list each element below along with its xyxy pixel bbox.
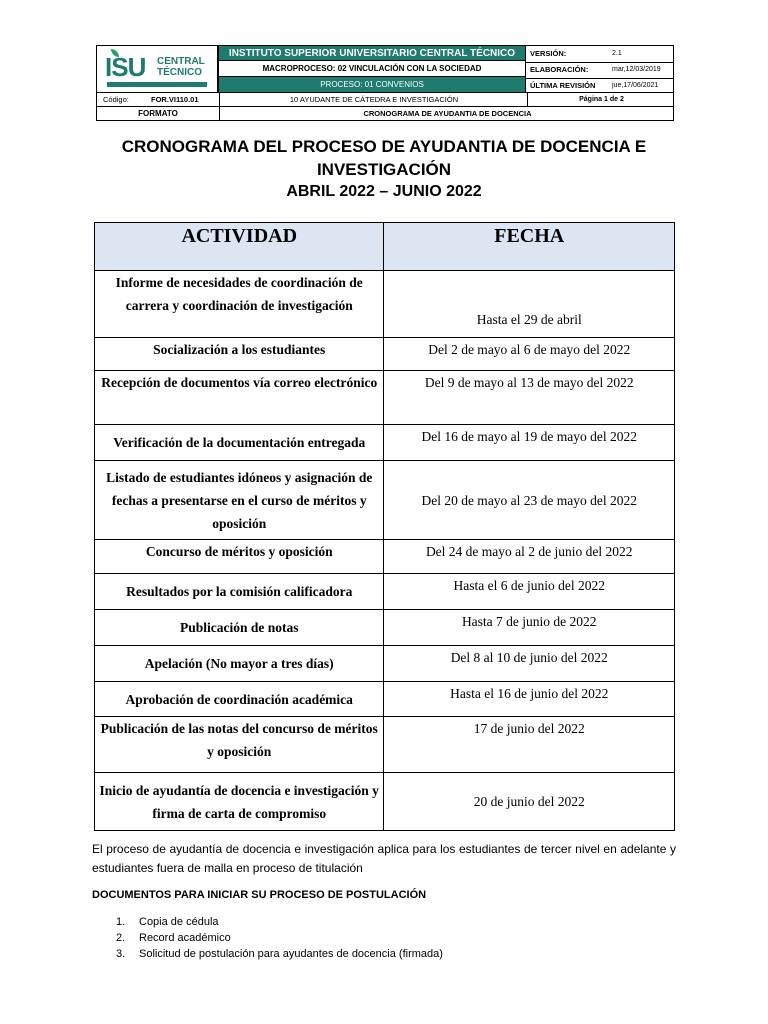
date-cell: Del 16 de mayo al 19 de mayo del 2022 (384, 425, 675, 461)
codigo-value: FOR.VI110.01 (151, 95, 199, 104)
activity-column-header: ACTIVIDAD (95, 223, 384, 271)
proceso: PROCESO: 01 CONVENIOS (218, 77, 526, 93)
macroproceso: MACROPROCESO: 02 VINCULACIÓN CON LA SOCIEDAD (218, 61, 526, 77)
table-row (95, 540, 675, 574)
activity-cell: Informe de necesidades de coordinación de carrera y coordinación de investigación (95, 271, 384, 338)
table-row (95, 371, 675, 425)
institution-logo (96, 45, 218, 93)
activity-cell: Resultados por la comisión calificadora (95, 574, 384, 610)
date-cell: Hasta el 6 de junio del 2022 (384, 574, 675, 610)
activity-cell: Apelación (No mayor a tres días) (95, 646, 384, 682)
eligibility-note: El proceso de ayudantía de docencia e investigación aplica para los estudiantes de tercer nivel en adelante y estudiantes fuera de malla en proceso de titulación (92, 842, 676, 875)
page-number: Página 1 de 2 (527, 93, 675, 106)
version-row (526, 46, 674, 63)
logo-central-text: CENTRAL (157, 56, 205, 67)
document-meta (526, 45, 674, 93)
activity-cell: Publicación de las notas del concurso de méritos y oposición (95, 717, 384, 773)
revision-label: ÚLTIMA REVISIÓN (530, 81, 596, 90)
activity-cell: Recepción de documentos vía correo electrónico (95, 371, 384, 425)
page-title-line1: CRONOGRAMA DEL PROCESO DE AYUDANTIA DE DOCENCIA E (121, 137, 647, 156)
activity-cell: Verificación de la documentación entregada (95, 425, 384, 461)
list-item (116, 930, 443, 946)
formato-title: CRONOGRAMA DE AYUDANTIA DE DOCENCIA (219, 107, 675, 120)
table-row (95, 773, 675, 831)
date-cell: Del 9 de mayo al 13 de mayo del 2022 (384, 371, 675, 425)
table-row (95, 338, 675, 371)
doc-name: 10 AYUDANTE DE CÁTEDRA E INVESTIGACIÓN (219, 93, 528, 106)
table-row (95, 646, 675, 682)
activity-cell: Aprobación de coordinación académica (95, 682, 384, 717)
logo-isu-text: ISU (105, 52, 146, 82)
list-number: 1. (116, 916, 126, 928)
list-item (116, 914, 443, 930)
page-title-period: ABRIL 2022 – JUNIO 2022 (286, 183, 482, 200)
activity-cell: Concurso de méritos y oposición (95, 540, 384, 574)
table-row (95, 271, 675, 338)
table-row (95, 574, 675, 610)
logo-tecnico-text: TÉCNICO (157, 67, 202, 78)
table-row (95, 425, 675, 461)
documents-list (116, 914, 443, 962)
list-number: 3. (116, 948, 126, 960)
list-text: Copia de cédula (139, 916, 219, 928)
table-row (95, 610, 675, 646)
date-cell: 17 de junio del 2022 (384, 717, 675, 773)
codigo-label: Código: (103, 95, 129, 104)
date-cell: Del 8 al 10 de junio del 2022 (384, 646, 675, 682)
codigo-row (96, 93, 674, 107)
activity-cell: Socialización a los estudiantes (95, 338, 384, 371)
activity-cell: Inicio de ayudantía de docencia e investigación y firma de carta de compromiso (95, 773, 384, 831)
revision-value: jue,17/06/2021 (612, 82, 659, 89)
institution-name: INSTITUTO SUPERIOR UNIVERSITARIO CENTRAL TÉCNICO (218, 45, 526, 61)
activity-cell: Listado de estudiantes idóneos y asignación de fechas a presentarse en el curso de méritos y oposición (95, 461, 384, 540)
formato-row (96, 107, 674, 121)
date-column-header: FECHA (384, 223, 675, 271)
date-cell: 20 de junio del 2022 (384, 773, 675, 831)
date-cell: Hasta 7 de junio de 2022 (384, 610, 675, 646)
list-text: Record académico (139, 932, 231, 944)
table-row (95, 717, 675, 773)
schedule-table (94, 222, 675, 831)
list-item (116, 946, 443, 962)
date-cell: Del 20 de mayo al 23 de mayo del 2022 (384, 461, 675, 540)
date-cell: Hasta el 29 de abril (384, 271, 675, 338)
list-text: Solicitud de postulación para ayudantes de docencia (firmada) (139, 948, 443, 960)
logo-subtitle-bar (107, 82, 207, 87)
formato-label: FORMATO (138, 109, 178, 118)
version-label: VERSIÓN: (530, 49, 567, 58)
page-title-line2: INVESTIGACIÓN (316, 160, 452, 179)
documents-heading: DOCUMENTOS PARA INICIAR SU PROCESO DE POSTULACIÓN (92, 889, 427, 901)
version-value: 2.1 (612, 50, 622, 57)
elaboracion-value: mar,12/03/2019 (612, 66, 661, 73)
date-cell: Hasta el 16 de junio del 2022 (384, 682, 675, 717)
revision-row (526, 78, 674, 94)
activity-cell: Publicación de notas (95, 610, 384, 646)
table-header-row (95, 223, 675, 271)
elaboracion-label: ELABORACIÓN: (530, 65, 589, 74)
document-header (96, 45, 674, 123)
table-row (95, 461, 675, 540)
list-number: 2. (116, 932, 126, 944)
table-row (95, 682, 675, 717)
elaboracion-row (526, 62, 674, 79)
date-cell: Del 2 de mayo al 6 de mayo del 2022 (384, 338, 675, 371)
date-cell: Del 24 de mayo al 2 de junio del 2022 (384, 540, 675, 574)
